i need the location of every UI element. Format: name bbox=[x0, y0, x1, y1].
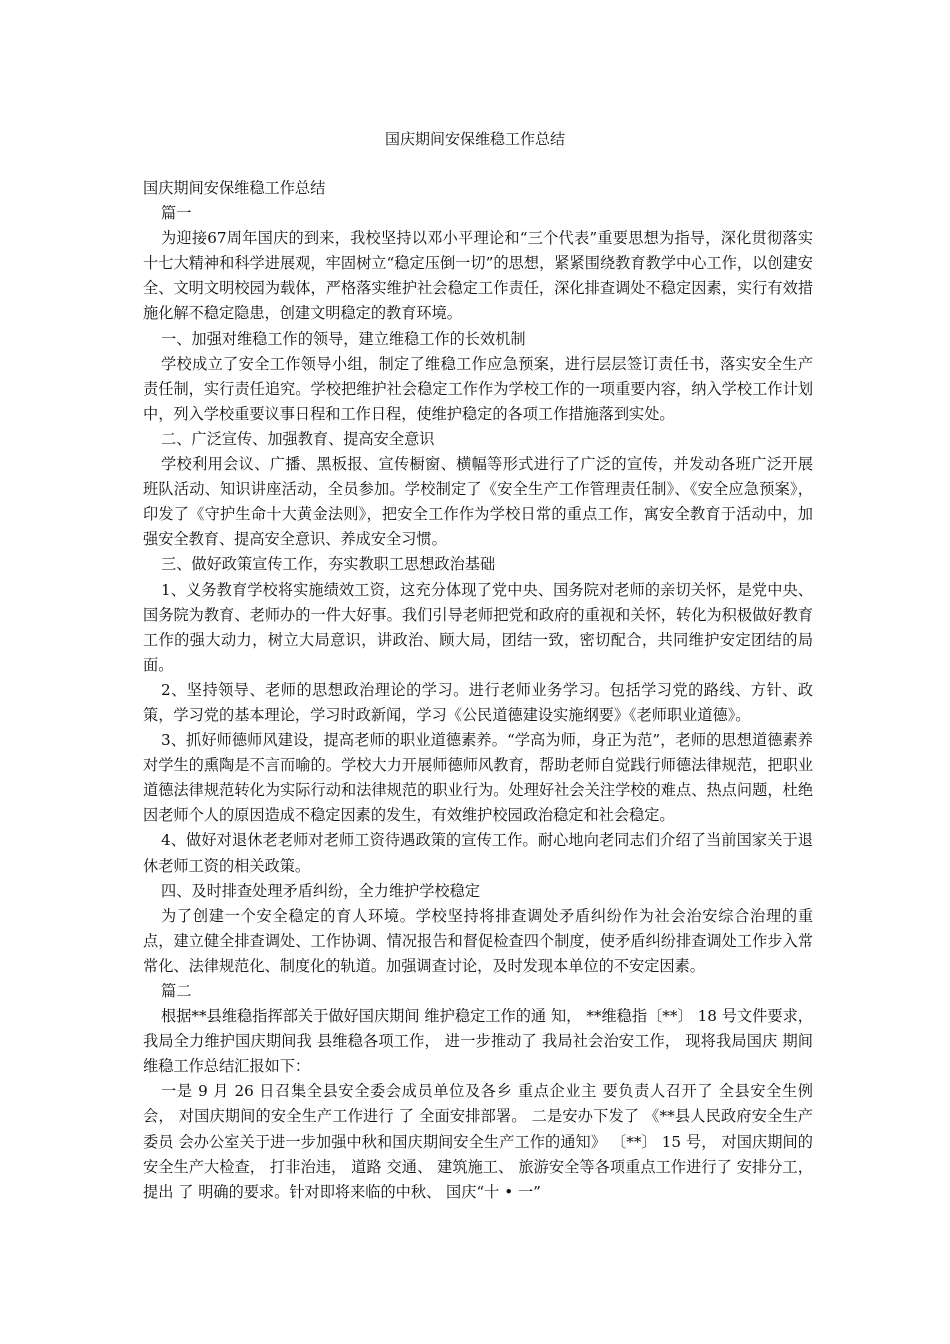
document-body bbox=[143, 176, 813, 1205]
subheading-two: 二、广泛宣传、加强教育、提高安全意识 bbox=[161, 429, 435, 448]
subheading-one: 一、加强对维稳工作的领导，建立维稳工作的长效机制 bbox=[161, 329, 526, 348]
paragraph: 学校成立了安全工作领导小组，制定了维稳工作应急预案，进行层层签订责任书，落实安全生产责任制，实行责任追究。学校把维护社会稳定工作作为学校工作的一项重要内容，纳入学校工作计划中，列入学校重要议事日程和工作日程，使维护稳定的各项工作措施落到实处。 bbox=[143, 354, 813, 423]
part-label-one: 篇一 bbox=[161, 204, 192, 223]
subheading-four: 四、及时排查处理矛盾纠纷，全力维护学校稳定 bbox=[161, 881, 480, 900]
paragraph: 学校利用会议、广播、黑板报、宣传橱窗、横幅等形式进行了广泛的宣传，并发动各班广泛开展班队活动、知识讲座活动，全员参加。学校制定了《安全生产工作管理责任制》、《安全应急预案》，印发了《守护生命十大黄金法则》，把安全工作作为学校日常的重点工作，寓安全教育于活动中，加强安全教育、提高安全意识、养成安全习惯。 bbox=[143, 455, 813, 549]
paragraph: 3、抓好师德师风建设，提高老师的职业道德素养。“学高为师，身正为范”，老师的思想道德素养对学生的熏陶是不言而喻的。学校大力开展师德师风教育，帮助老师自觉践行师德法律规范，把职业道德法律规范转化为实际行动和法律规范的职业行为。处理好社会关注学校的难点、热点问题，杜绝因老师个人的原因造成不稳定因素的发生，有效维护校园政治稳定和社会稳定。 bbox=[143, 731, 813, 825]
paragraph: 为迎接67周年国庆的到来，我校坚持以邓小平理论和“三个代表”重要思想为指导，深化贯彻落实十七大精神和科学进展观，牢固树立“稳定压倒一切”的思想，紧紧围绕教育教学中心工作，以创建安全、文明文明校园为载体，严格落实维护社会稳定工作责任，深化排查调处不稳定因素，实行有效措施化解不稳定隐患，创建文明稳定的教育环境。 bbox=[143, 229, 813, 323]
document-title: 国庆期间安保维稳工作总结 bbox=[384, 130, 565, 148]
section-heading: 国庆期间安保维稳工作总结 bbox=[143, 179, 326, 197]
paragraph: 2、坚持领导、老师的思想政治理论的学习。进行老师业务学习。包括学习党的路线、方针、政策，学习党的基本理论，学习时政新闻，学习《公民道德建设实施纲要》《老师职业道德》。 bbox=[143, 680, 813, 724]
subheading-three: 三、做好政策宣传工作，夯实教职工思想政治基础 bbox=[161, 555, 496, 574]
part-label-two: 篇二 bbox=[161, 982, 192, 1000]
paragraph: 1、义务教育学校将实施绩效工资，这充分体现了党中央、国务院对老师的亲切关怀，是党中央、国务院为教育、老师办的一件大好事。我们引导老师把党和政府的重视和关怀，转化为积极做好教育工作的强大动力，树立大局意识，讲政治、顾大局，团结一致，密切配合，共同维护安定团结的局面。 bbox=[143, 580, 813, 674]
paragraph: 为了创建一个安全稳定的育人环境。学校坚持将排查调处矛盾纠纷作为社会治安综合治理的重点，建立健全排查调处、工作协调、情况报告和督促检查四个制度，使矛盾纠纷排查调处工作步入常常化、法律规范化、制度化的轨道。加强调查讨论，及时发现本单位的不安定因素。 bbox=[143, 906, 813, 975]
paragraph: 4、做好对退休老老师对老师工资待遇政策的宣传工作。耐心地向老同志们介绍了当前国家关于退休老师工资的相关政策。 bbox=[143, 831, 813, 875]
paragraph: 根据**县维稳指挥部关于做好国庆期间 维护稳定工作的通 知， **维稳指〔**〕 18 号文件要求， 我局全力维护国庆期间我 县维稳各项工作， 进一步推动了 我局社会治安工作， 现将我局国庆 期间维稳工作总结汇报如下： bbox=[143, 1007, 813, 1076]
paragraph: 一是 9 月 26 日召集全县安全委会成员单位及各乡 重点企业主 要负责人召开了 全县安全生例会， 对国庆期间的安全生产工作进行 了 全面安排部署。 二是安办下发了 《**县人民政府安全生产委员 会办公室关于进一步加强中秋和国庆期间安全生产工作的通知》 〔**〕 15 号， 对国庆期间的安全生产大检查， 打非治违， 道路 交通、 建筑施工、 旅游安全等各项重点工作进行了 安排分工， 提出 了 明确的要求。针对即将来临的中秋、 国庆“十 • 一” bbox=[143, 1082, 813, 1201]
